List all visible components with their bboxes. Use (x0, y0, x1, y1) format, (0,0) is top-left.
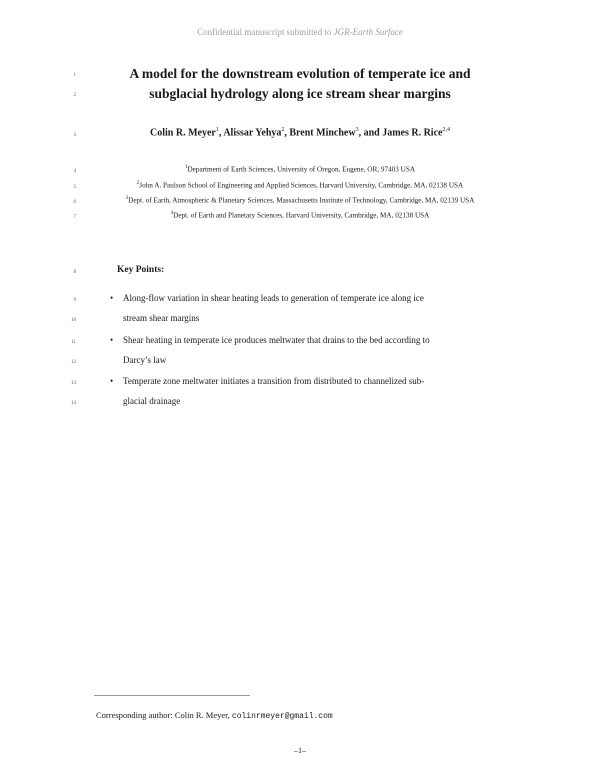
author-sep: , (218, 127, 224, 139)
key-point-line: Along-flow variation in shear heating leads to generation of temperate ice along ice (123, 293, 424, 303)
title-line: subglacial hydrology along ice stream shear margins (149, 86, 451, 101)
footnote-rule (94, 695, 250, 696)
affiliation-sup: 4 (170, 211, 174, 216)
paper-title (90, 64, 510, 104)
affiliation (80, 196, 520, 204)
line-number: 4 (73, 169, 76, 174)
affiliation (80, 181, 520, 189)
key-point-line: stream shear margins (123, 313, 200, 323)
affiliation-sup: 2 (136, 181, 140, 186)
corresponding-author (96, 710, 333, 721)
header-prefix: Confidential manuscript submitted to (197, 27, 334, 37)
author-name: Brent Minchew (289, 127, 356, 139)
line-number: 2 (73, 93, 76, 98)
line-number: 7 (73, 215, 76, 220)
line-number: 1 (73, 73, 76, 78)
author-name: Alissar Yehya (223, 127, 282, 139)
affiliation (80, 165, 520, 173)
bullet-icon: • (110, 376, 114, 386)
page-number: –1– (294, 746, 306, 755)
author-sep: , and (358, 127, 383, 139)
author-affil-sup: 3 (355, 127, 359, 133)
line-number: 3 (73, 133, 76, 138)
key-points-heading: Key Points: (117, 265, 165, 275)
author-list (90, 127, 510, 138)
affiliation-text: John A. Paulson School of Engineering and Applied Sciences, Harvard University, Cambridge, MA, 02138 USA (139, 181, 464, 190)
author-sep: , (284, 127, 290, 139)
line-number: 11 (71, 340, 76, 345)
running-header (0, 27, 600, 37)
affiliation-text: Department of Earth Sciences, University of Oregon, Eugene, OR, 97403 USA (187, 165, 416, 174)
bullet-icon: • (110, 293, 114, 303)
key-point-line: Temperate zone meltwater initiates a transition from distributed to channelized sub- (123, 376, 425, 386)
affiliation (80, 211, 520, 219)
line-number: 5 (73, 185, 76, 190)
line-number: 12 (71, 360, 76, 365)
author-email: colinrmeyer@gmail.com (231, 712, 333, 721)
affiliation-sup: 1 (184, 165, 188, 170)
line-number: 9 (73, 298, 76, 303)
author-name: Colin R. Meyer (150, 127, 216, 139)
key-point-line: Shear heating in temperate ice produces meltwater that drains to the bed according to (123, 335, 430, 345)
affiliation-text: Dept. of Earth and Planetary Sciences, Harvard University, Cambridge, MA, 02138 USA (173, 211, 430, 220)
author-affil-sup: 2,4 (442, 127, 450, 133)
author-affil-sup: 2 (281, 127, 285, 133)
line-number: 13 (71, 381, 76, 386)
author-name: James R. Rice (382, 127, 443, 139)
author-affil-sup: 1 (215, 127, 219, 133)
header-journal: JGR-Earth Surface (333, 27, 403, 37)
affiliation-text: Dept. of Earth, Atmospheric & Planetary Sciences, Massachusetts Institute of Technology, Cambridge, MA, 02139 USA (128, 196, 475, 205)
title-line: A model for the downstream evolution of temperate ice and (129, 66, 471, 81)
line-number: 8 (73, 270, 76, 275)
line-number: 6 (73, 200, 76, 205)
affiliation-sup: 3 (125, 196, 129, 201)
bullet-icon: • (110, 335, 114, 345)
key-point-line: glacial drainage (123, 396, 181, 406)
key-point-line: Darcy’s law (123, 355, 167, 365)
line-number: 14 (71, 401, 76, 406)
corresponding-author-label: Corresponding author: Colin R. Meyer, (96, 710, 232, 720)
line-number: 10 (71, 318, 76, 323)
